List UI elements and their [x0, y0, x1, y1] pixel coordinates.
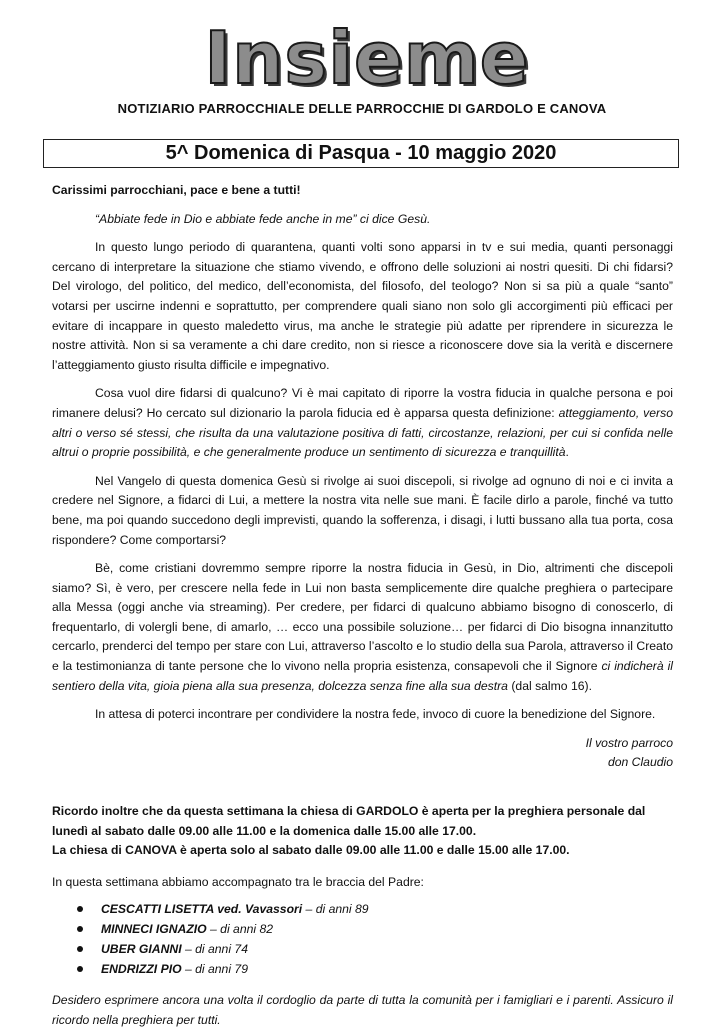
deceased-age: – di anni 79: [181, 962, 248, 977]
paragraph-4-start: Bè, come cristiani dovremmo sempre riporre la nostra fiducia in Gesù, in Dio, altrimenti che discepoli siamo? Sì, è vero, per crescere nella fede in Lui non basta semplicemente dire qualche preghiera o partecipare alla Messa (oggi anche via streaming). Per credere, per fidarci di qualcuno abbiamo bisogno di conoscerlo, di frequentarlo, di volergli bene, di amarlo, … ecco una possibile soluzione… per fidarci di Dio bisogna innanzitutto cercarlo, prenderci del tempo per stare con Lui, attraverso l’ascolto e lo studio della sua Parola, attraverso il Creato e la testimonianza di tante persone che lo vivono nella propria esistenza, consapevoli che il Signore: [52, 561, 673, 674]
list-item: [52, 959, 673, 979]
opening-hours-notice: [52, 802, 673, 861]
deceased-intro: In questa settimana abbiamo accompagnato tra le braccia del Padre:: [52, 874, 424, 889]
newsletter-logo: Insieme: [204, 16, 530, 100]
paragraph-5: In attesa di poterci incontrare per condividere la nostra fede, invoco di cuore la benedizione del Signore.: [95, 707, 656, 722]
notice-canova: La chiesa di CANOVA è aperta solo al sabato dalle 09.00 alle 11.00 e dalle 15.00 alle 17.00.: [52, 843, 570, 858]
list-item: [52, 939, 673, 959]
signature-role: Il vostro parroco: [585, 735, 673, 750]
gospel-quote: “Abbiate fede in Dio e abbiate fede anche in me” ci dice Gesù.: [95, 211, 431, 226]
page-title: 5^ Domenica di Pasqua - 10 maggio 2020: [43, 139, 679, 168]
deceased-age: – di anni 82: [206, 922, 274, 937]
masthead: [0, 16, 724, 100]
deceased-name: ENDRIZZI PIO: [101, 962, 182, 977]
letter-body: [52, 181, 673, 1031]
deceased-name: MINNECI IGNAZIO: [101, 922, 207, 937]
paragraph-1: In questo lungo periodo di quarantena, quanti volti sono apparsi in tv e sui media, quanti personaggi cercano di interpretare la situazione che stiamo vivendo, e offrono delle soluzioni ai nostri quesiti. Di chi fidarsi? Del virologo, del politico, del medico, dell’economista, del filosofo, del teologo? Non si sa più a quale “santo” votarsi per uscirne indenni e soprattutto, per comprendere quali siano non solo gli accorgimenti più efficaci per evitare di incappare in questo maledetto virus, ma anche le strategie più adatte per riprendere in sicurezza le nostre attività. Non si sa veramente a chi dare credito, non si riesce a riconoscere dove sia la verità e discernere l’atteggiamento giusto risulta difficile e impegnativo.: [52, 240, 673, 372]
paragraph-4: [52, 559, 673, 696]
paragraph-2-definition: atteggiamento, verso altri o verso sé stessi, che risulta da una valutazione positiva di fatti, circostanze, relazioni, per cui si confida nelle altrui o proprie possibilità, e che generalmente produce un sentimento di sicurezza e tranquillità: [52, 405, 673, 460]
list-item: [52, 919, 673, 939]
greeting: Carissimi parrocchiani, pace e bene a tutti!: [52, 183, 301, 197]
notice-gardolo: Ricordo inoltre che da questa settimana la chiesa di GARDOLO è aperta per la preghiera personale dal lunedì al sabato dalle 09.00 alle 11.00 e la domenica dalle 15.00 alle 17.00.: [52, 804, 646, 838]
newsletter-subtitle: NOTIZIARIO PARROCCHIALE DELLE PARROCCHIE DI GARDOLO E CANOVA: [117, 101, 607, 116]
condolences: Desidero esprimere ancora una volta il cordoglio da parte di tutta la comunità per i famigliari e i parenti. Assicuro il ricordo nella preghiera per tutti.: [52, 993, 673, 1027]
deceased-age: – di anni 74: [181, 942, 248, 957]
deceased-name: CESCATTI LISETTA ved. Vavassori: [101, 902, 303, 917]
paragraph-4-end: (dal salmo 16).: [507, 678, 592, 693]
paragraph-2-end: .: [565, 445, 569, 460]
paragraph-3: Nel Vangelo di questa domenica Gesù si rivolge ai suoi discepoli, si rivolge ad ognuno di noi e ci invita a credere nel Signore, a fidarci di Lui, a mettere la nostra vita nelle sue mani. È facile dirlo a parole, finché va tutto bene, ma poi quando succedono degli imprevisti, quando la sofferenza, i disagi, i lutti bussano alla tua porta, cosa rispondere? Come comportarsi?: [52, 473, 673, 547]
signature: [52, 734, 673, 773]
signature-name: don Claudio: [607, 755, 673, 770]
deceased-list: [52, 899, 673, 979]
deceased-age: – di anni 89: [302, 902, 369, 917]
paragraph-2: [52, 384, 673, 462]
list-item: [52, 899, 673, 919]
paragraph-2-start: Cosa vuol dire fidarsi di qualcuno? Vi è mai capitato di riporre la vostra fiducia in qualche persona e poi rimanere delusi? Ho cercato sul dizionario la parola fiducia ed è apparsa questa definizione:: [52, 386, 673, 420]
paragraph-4-psalm: ci indicherà il sentiero della vita, gioia piena alla sua presenza, dolcezza senza fine alla sua destra: [52, 659, 674, 693]
deceased-name: UBER GIANNI: [101, 942, 182, 957]
